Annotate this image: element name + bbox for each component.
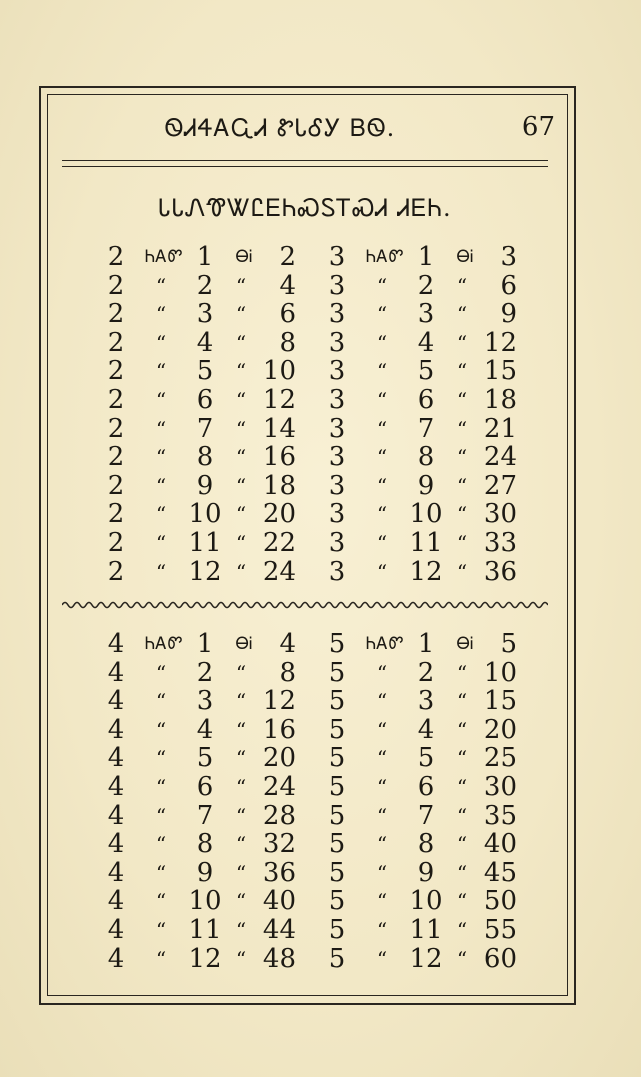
multiplier: 10	[188, 886, 222, 917]
ditto-mark: “	[456, 860, 468, 885]
ditto-mark: “	[155, 330, 167, 355]
multiplier: 4	[196, 327, 214, 358]
multiplicand: 5	[328, 800, 346, 831]
multiplier: 8	[417, 442, 435, 473]
multiplier: 1	[417, 242, 435, 272]
multiplier: 1	[196, 242, 214, 272]
multiplicand: 5	[328, 886, 346, 917]
multiplicand: 4	[107, 714, 125, 745]
multiplicand: 4	[107, 743, 125, 774]
ditto-mark: “	[456, 803, 468, 828]
ditto-mark: “	[155, 860, 167, 885]
product: 45	[483, 857, 517, 888]
times-word: ᏂᎪᏛ	[365, 634, 405, 654]
ditto-mark: “	[376, 388, 388, 412]
ditto-mark: “	[376, 559, 388, 584]
multiplicand: 3	[328, 299, 346, 330]
ditto-mark: “	[235, 689, 247, 714]
multiplier: 3	[196, 686, 214, 717]
multiplicand: 4	[107, 943, 125, 974]
ditto-mark: “	[376, 473, 388, 498]
multiplier: 10	[409, 886, 443, 917]
product: 12	[262, 686, 296, 717]
multiplier: 2	[417, 270, 435, 301]
product: 55	[483, 915, 517, 945]
product: 12	[483, 327, 517, 358]
equals-word: ᎾᎥ	[235, 634, 253, 654]
ditto-mark: “	[456, 889, 468, 914]
multiplicand: 3	[328, 442, 346, 473]
ditto-mark: “	[456, 388, 468, 412]
multiplicand: 5	[328, 915, 346, 945]
product: 4	[279, 629, 296, 659]
product: 24	[483, 442, 517, 473]
multiplier: 3	[196, 299, 214, 330]
product: 12	[262, 385, 296, 415]
ditto-mark: “	[155, 473, 167, 498]
product: 30	[483, 499, 517, 530]
multiplicand: 5	[328, 743, 346, 774]
multiplicand: 2	[107, 270, 125, 301]
ditto-mark: “	[456, 746, 468, 771]
ditto-mark: “	[235, 302, 247, 327]
multiplicand: 3	[328, 556, 346, 587]
times-word: ᏂᎪᏛ	[365, 247, 405, 267]
ditto-mark: “	[456, 531, 468, 555]
section-title: ᏓᏓᏁᏡᏔᏝᎬᏂᏍᏚᎢᏍᏗ ᏗᎬᏂ.	[158, 194, 452, 222]
multiplicand: 3	[328, 413, 346, 444]
wavy-divider	[62, 598, 548, 612]
ditto-mark: “	[155, 660, 167, 685]
multiplicand: 2	[107, 242, 125, 272]
product: 8	[279, 657, 296, 688]
product: 50	[483, 886, 517, 917]
ditto-mark: “	[376, 775, 388, 799]
product: 40	[483, 829, 517, 860]
product: 14	[262, 413, 296, 444]
product: 18	[483, 385, 517, 415]
ditto-mark: “	[155, 388, 167, 412]
multiplier: 5	[417, 356, 435, 387]
multiplicand: 3	[328, 356, 346, 387]
multiplier: 9	[417, 857, 435, 888]
product: 33	[483, 528, 517, 558]
product: 20	[262, 743, 296, 774]
ditto-mark: “	[155, 889, 167, 914]
ditto-mark: “	[235, 717, 247, 742]
multiplicand: 2	[107, 470, 125, 501]
multiplicand: 3	[328, 385, 346, 415]
multiplier: 3	[417, 299, 435, 330]
ditto-mark: “	[235, 889, 247, 914]
ditto-mark: “	[235, 559, 247, 584]
multiplicand: 4	[107, 629, 125, 659]
ditto-mark: “	[235, 946, 247, 971]
ditto-mark: “	[235, 746, 247, 771]
multiplier: 1	[417, 629, 435, 659]
ditto-mark: “	[456, 273, 468, 298]
multiplier: 12	[409, 943, 443, 974]
multiplicand: 5	[328, 857, 346, 888]
ditto-mark: “	[376, 803, 388, 828]
ditto-mark: “	[376, 832, 388, 857]
product: 18	[262, 470, 296, 501]
multiplier: 12	[188, 943, 222, 974]
multiplicand: 5	[328, 714, 346, 745]
product: 3	[500, 242, 517, 272]
product: 60	[483, 943, 517, 974]
multiplier: 4	[196, 714, 214, 745]
product: 6	[500, 270, 517, 301]
ditto-mark: “	[235, 832, 247, 857]
multiplicand: 4	[107, 686, 125, 717]
multiplier: 11	[188, 528, 222, 558]
ditto-mark: “	[155, 775, 167, 799]
multiplicand: 5	[328, 772, 346, 802]
ditto-mark: “	[456, 416, 468, 441]
times-word: ᏂᎪᏛ	[144, 247, 184, 267]
ditto-mark: “	[376, 946, 388, 971]
ditto-mark: “	[456, 660, 468, 685]
ditto-mark: “	[376, 330, 388, 355]
ditto-mark: “	[376, 359, 388, 384]
ditto-mark: “	[235, 918, 247, 942]
product: 20	[483, 714, 517, 745]
multiplicand: 4	[107, 915, 125, 945]
multiplicand: 3	[328, 327, 346, 358]
ditto-mark: “	[155, 803, 167, 828]
multiplicand: 4	[107, 829, 125, 860]
ditto-mark: “	[376, 302, 388, 327]
equals-word: ᎾᎥ	[456, 247, 474, 267]
product: 9	[500, 299, 517, 330]
ditto-mark: “	[376, 416, 388, 441]
multiplicand: 4	[107, 772, 125, 802]
ditto-mark: “	[376, 918, 388, 942]
ditto-mark: “	[456, 359, 468, 384]
multiplier: 5	[196, 743, 214, 774]
ditto-mark: “	[235, 388, 247, 412]
multiplier: 7	[417, 413, 435, 444]
ditto-mark: “	[155, 946, 167, 971]
multiplier: 11	[188, 915, 222, 945]
multiplicand: 3	[328, 270, 346, 301]
multiplier: 8	[417, 829, 435, 860]
equals-word: ᎾᎥ	[456, 634, 474, 654]
multiplier: 9	[417, 470, 435, 501]
times-word: ᏂᎪᏛ	[144, 634, 184, 654]
multiplicand: 3	[328, 470, 346, 501]
product: 8	[279, 327, 296, 358]
ditto-mark: “	[376, 273, 388, 298]
product: 35	[483, 800, 517, 831]
multiplicand: 5	[328, 829, 346, 860]
product: 24	[262, 556, 296, 587]
multiplicand: 2	[107, 442, 125, 473]
multiplier: 6	[196, 385, 214, 415]
ditto-mark: “	[155, 445, 167, 470]
page-number: 67	[521, 112, 555, 142]
product: 21	[483, 413, 517, 444]
product: 10	[262, 356, 296, 387]
multiplicand: 5	[328, 686, 346, 717]
multiplicand: 2	[107, 499, 125, 530]
multiplicand: 5	[328, 943, 346, 974]
product: 4	[279, 270, 296, 301]
multiplier: 4	[417, 714, 435, 745]
product: 22	[262, 528, 296, 558]
product: 48	[262, 943, 296, 974]
product: 44	[262, 915, 296, 945]
ditto-mark: “	[155, 559, 167, 584]
multiplier: 6	[196, 772, 214, 802]
ditto-mark: “	[376, 445, 388, 470]
multiplier: 7	[417, 800, 435, 831]
ditto-mark: “	[155, 359, 167, 384]
multiplier: 2	[417, 657, 435, 688]
ditto-mark: “	[456, 832, 468, 857]
multiplier: 2	[196, 657, 214, 688]
ditto-mark: “	[376, 889, 388, 914]
ditto-mark: “	[155, 302, 167, 327]
multiplier: 10	[188, 499, 222, 530]
ditto-mark: “	[235, 775, 247, 799]
ditto-mark: “	[456, 946, 468, 971]
product: 16	[262, 714, 296, 745]
product: 27	[483, 470, 517, 501]
multiplicand: 5	[328, 629, 346, 659]
multiplicand: 2	[107, 385, 125, 415]
ditto-mark: “	[155, 531, 167, 555]
multiplier: 5	[417, 743, 435, 774]
multiplicand: 3	[328, 242, 346, 272]
ditto-mark: “	[376, 860, 388, 885]
product: 40	[262, 886, 296, 917]
ditto-mark: “	[456, 775, 468, 799]
product: 25	[483, 743, 517, 774]
ditto-mark: “	[235, 860, 247, 885]
product: 10	[483, 657, 517, 688]
ditto-mark: “	[376, 531, 388, 555]
multiplier: 7	[196, 413, 214, 444]
multiplier: 9	[196, 470, 214, 501]
multiplier: 5	[196, 356, 214, 387]
product: 32	[262, 829, 296, 860]
ditto-mark: “	[376, 660, 388, 685]
ditto-mark: “	[155, 918, 167, 942]
ditto-mark: “	[456, 502, 468, 527]
multiplier: 3	[417, 686, 435, 717]
product: 20	[262, 499, 296, 530]
ditto-mark: “	[456, 445, 468, 470]
multiplicand: 2	[107, 556, 125, 587]
multiplicand: 4	[107, 857, 125, 888]
product: 15	[483, 686, 517, 717]
ditto-mark: “	[155, 689, 167, 714]
ditto-mark: “	[235, 502, 247, 527]
header-rule-bottom	[62, 166, 548, 167]
ditto-mark: “	[235, 803, 247, 828]
ditto-mark: “	[155, 502, 167, 527]
product: 16	[262, 442, 296, 473]
product: 24	[262, 772, 296, 802]
product: 15	[483, 356, 517, 387]
ditto-mark: “	[235, 660, 247, 685]
ditto-mark: “	[235, 273, 247, 298]
multiplier: 10	[409, 499, 443, 530]
multiplier: 7	[196, 800, 214, 831]
multiplicand: 3	[328, 499, 346, 530]
ditto-mark: “	[376, 746, 388, 771]
multiplicand: 4	[107, 886, 125, 917]
ditto-mark: “	[456, 918, 468, 942]
multiplier: 2	[196, 270, 214, 301]
product: 6	[279, 299, 296, 330]
ditto-mark: “	[235, 359, 247, 384]
product: 36	[262, 857, 296, 888]
product: 36	[483, 556, 517, 587]
ditto-mark: “	[155, 717, 167, 742]
ditto-mark: “	[235, 473, 247, 498]
multiplier: 8	[196, 829, 214, 860]
ditto-mark: “	[235, 445, 247, 470]
multiplier: 6	[417, 385, 435, 415]
multiplier: 11	[409, 915, 443, 945]
multiplicand: 2	[107, 356, 125, 387]
ditto-mark: “	[456, 330, 468, 355]
header-rule-top	[62, 160, 548, 161]
ditto-mark: “	[376, 717, 388, 742]
equals-word: ᎾᎥ	[235, 247, 253, 267]
multiplier: 1	[196, 629, 214, 659]
ditto-mark: “	[235, 531, 247, 555]
ditto-mark: “	[155, 832, 167, 857]
running-title: ᏫᏗᏎᎪᏩᏗ ᏑᏓᎴᎩ ᏴᏫ.	[164, 114, 396, 142]
product: 5	[500, 629, 517, 659]
product: 2	[279, 242, 296, 272]
ditto-mark: “	[456, 559, 468, 584]
multiplicand: 2	[107, 413, 125, 444]
multiplier: 4	[417, 327, 435, 358]
multiplier: 6	[417, 772, 435, 802]
multiplicand: 2	[107, 299, 125, 330]
ditto-mark: “	[456, 473, 468, 498]
ditto-mark: “	[155, 746, 167, 771]
ditto-mark: “	[155, 273, 167, 298]
ditto-mark: “	[456, 689, 468, 714]
ditto-mark: “	[235, 416, 247, 441]
ditto-mark: “	[155, 416, 167, 441]
ditto-mark: “	[376, 689, 388, 714]
multiplier: 12	[188, 556, 222, 587]
multiplicand: 4	[107, 657, 125, 688]
multiplier: 8	[196, 442, 214, 473]
ditto-mark: “	[456, 717, 468, 742]
multiplicand: 2	[107, 327, 125, 358]
multiplicand: 5	[328, 657, 346, 688]
multiplicand: 4	[107, 800, 125, 831]
ditto-mark: “	[456, 302, 468, 327]
ditto-mark: “	[235, 330, 247, 355]
product: 30	[483, 772, 517, 802]
multiplier: 9	[196, 857, 214, 888]
multiplicand: 3	[328, 528, 346, 558]
ditto-mark: “	[376, 502, 388, 527]
product: 28	[262, 800, 296, 831]
multiplier: 11	[409, 528, 443, 558]
multiplicand: 2	[107, 528, 125, 558]
multiplier: 12	[409, 556, 443, 587]
